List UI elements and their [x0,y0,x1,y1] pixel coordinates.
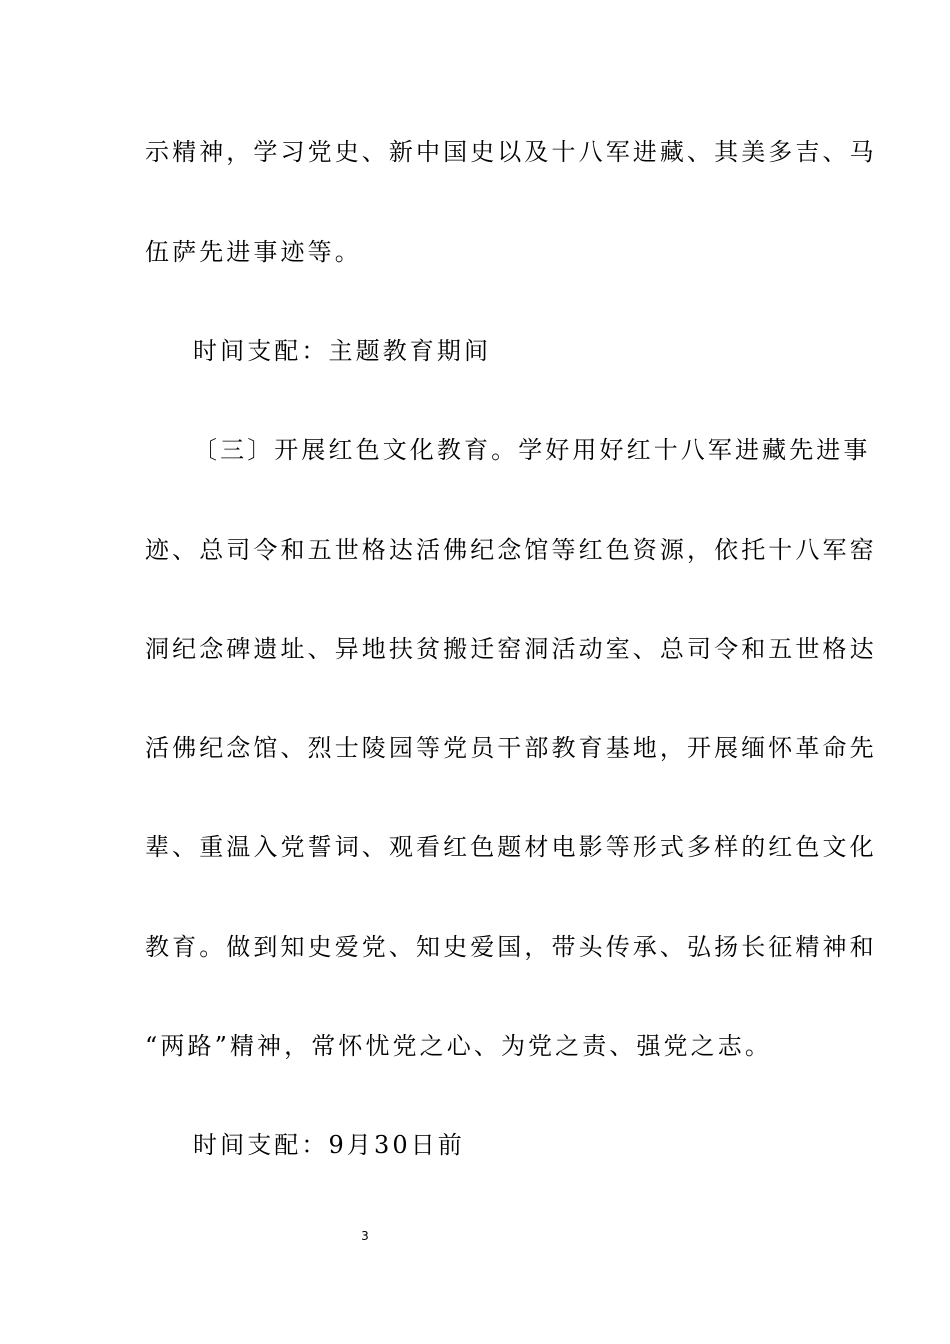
paragraph-line-10: “两路”精神，常怀忧党之心、为党之责、强党之志。 [145,1032,772,1060]
section-heading-red-culture: 〔三〕开展红色文化教育。学好用好红十八军进藏先进事 [193,436,871,464]
schedule-line-deadline: 时间支配：9月30日前 [193,1131,465,1159]
paragraph-line-6: 洞纪念碑遗址、异地扶贫搬迁窑洞活动室、总司令和五世格达 [145,635,877,663]
paragraph-line-9: 教育。做到知史爱党、知史爱国，带头传承、弘扬长征精神和 [145,933,877,961]
schedule-line-theme-period: 时间支配：主题教育期间 [193,337,492,365]
paragraph-line-5: 迹、总司令和五世格达活佛纪念馆等红色资源，依托十八军窑 [145,536,877,564]
paragraph-line-7: 活佛纪念馆、烈士陵园等党员干部教育基地，开展缅怀革命先 [145,734,877,762]
paragraph-line-8: 辈、重温入党誓词、观看红色题材电影等形式多样的红色文化 [145,833,877,861]
paragraph-line-1: 示精神，学习党史、新中国史以及十八军进藏、其美多吉、马 [145,138,877,166]
paragraph-line-2: 伍萨先进事迹等。 [145,238,362,266]
page-number: 3 [361,1229,369,1243]
